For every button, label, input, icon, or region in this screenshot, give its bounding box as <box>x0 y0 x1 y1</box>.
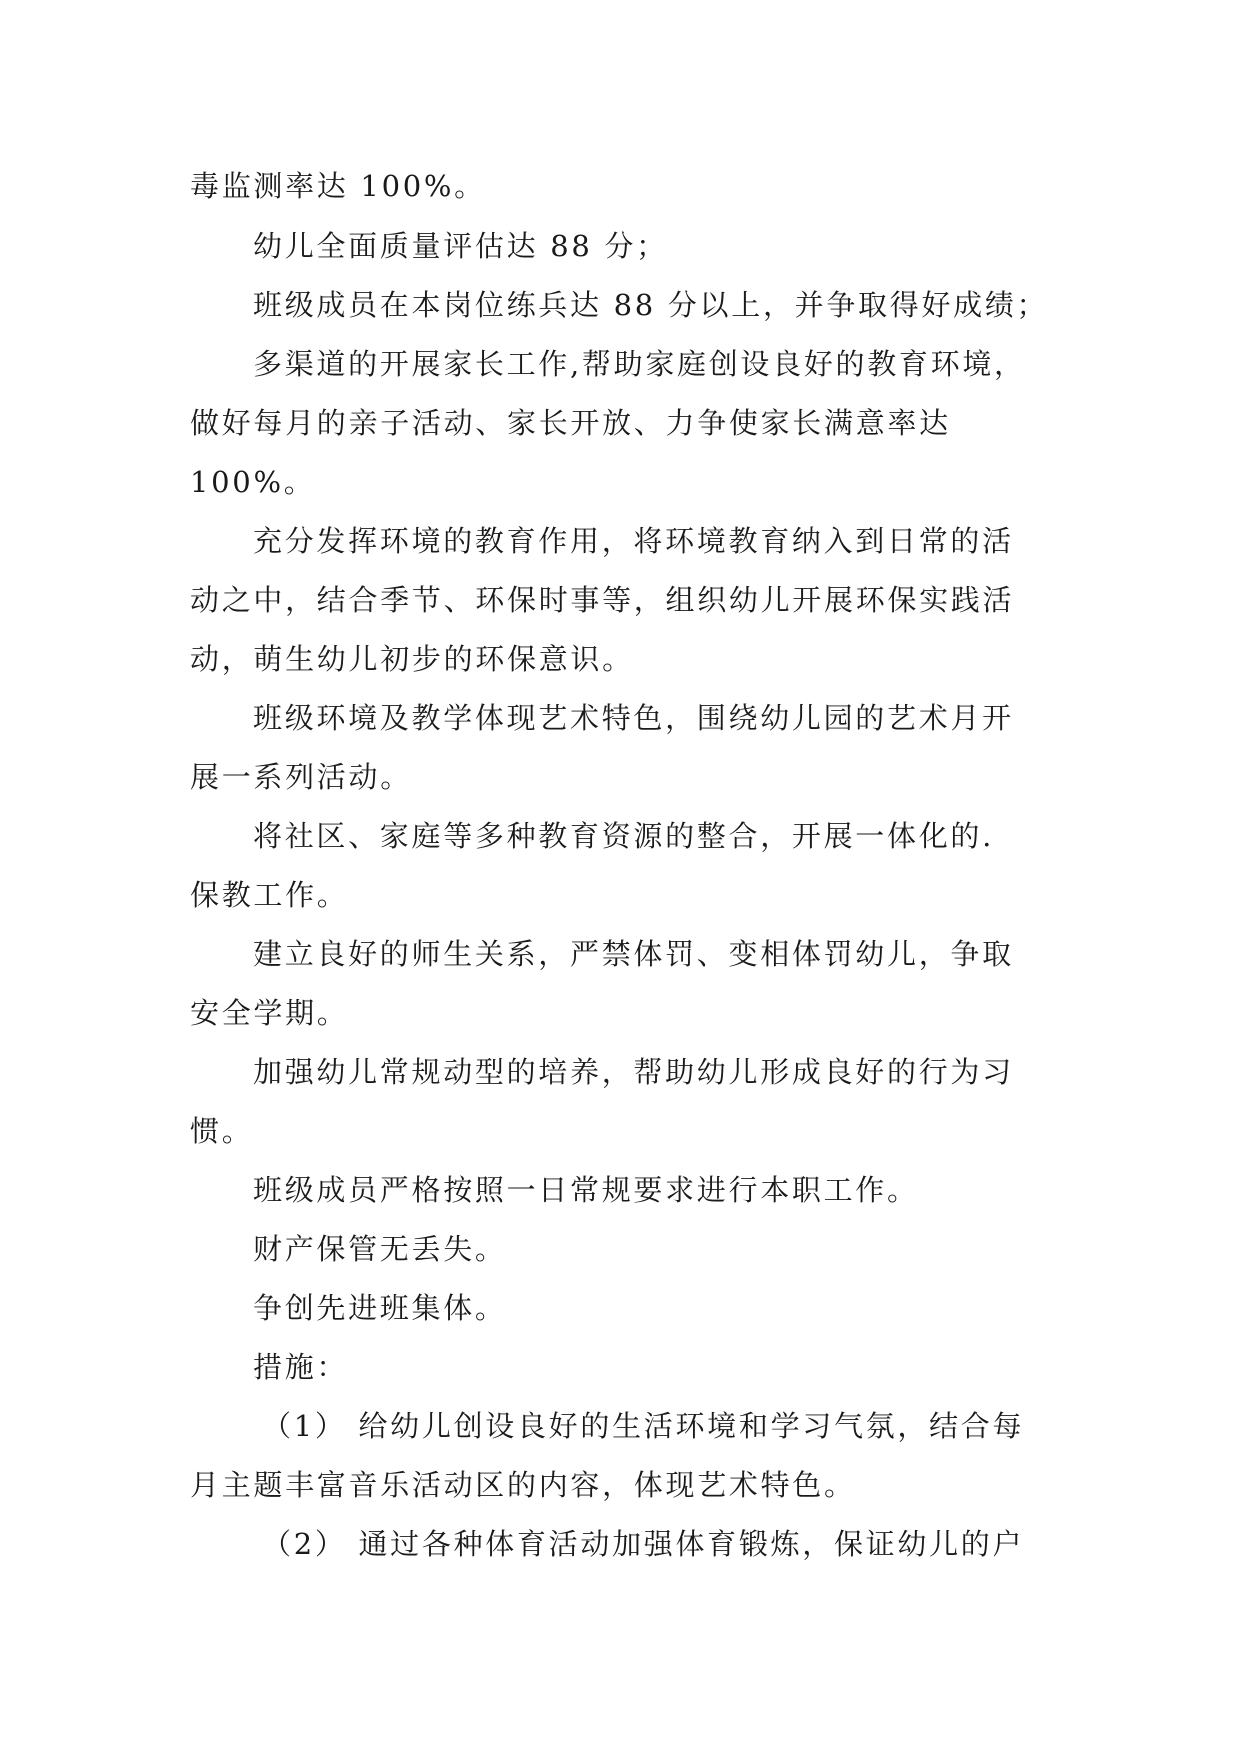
body-line: 安全学期。 <box>190 996 349 1030</box>
body-line: 财产保管无丢失。 <box>253 1232 507 1266</box>
body-line: 动之中，结合季节、环保时事等，组织幼儿开展环保实践活 <box>190 583 1015 617</box>
measure-item: （1） 给幼儿创设良好的生活环境和学习气氛，结合每 <box>262 1409 1025 1443</box>
measure-item: （2） 通过各种体育活动加强体育锻炼，保证幼儿的户 <box>262 1527 1025 1561</box>
body-line: 保教工作。 <box>190 878 349 912</box>
body-line: 惯。 <box>190 1114 254 1148</box>
body-line: 幼儿全面质量评估达 88 分； <box>253 229 668 263</box>
body-line: 毒监测率达 100%。 <box>190 169 486 203</box>
body-line: 充分发挥环境的教育作用，将环境教育纳入到日常的活 <box>253 524 1014 558</box>
body-line: 100%。 <box>190 465 316 499</box>
section-heading: 措施： <box>253 1350 349 1384</box>
body-line: 做好每月的亲子活动、家长开放、力争使家长满意率达 <box>190 406 951 440</box>
body-line: 争创先进班集体。 <box>253 1291 507 1325</box>
body-line: 加强幼儿常规动型的培养，帮助幼儿形成良好的行为习 <box>253 1055 1014 1089</box>
body-line: 班级成员严格按照一日常规要求进行本职工作。 <box>253 1173 919 1207</box>
body-line: 展一系列活动。 <box>190 760 412 794</box>
body-line: 动，萌生幼儿初步的环保意识。 <box>190 642 634 676</box>
body-line: 将社区、家庭等多种教育资源的整合，开展一体化的. <box>253 819 995 853</box>
body-line: 建立良好的师生关系，严禁体罚、变相体罚幼儿，争取 <box>253 937 1014 971</box>
body-line: 班级成员在本岗位练兵达 88 分以上，并争取得好成绩； <box>253 288 1049 322</box>
body-line: 班级环境及教学体现艺术特色，围绕幼儿园的艺术月开 <box>253 701 1014 735</box>
body-line: 多渠道的开展家长工作,帮助家庭创设良好的教育环境， <box>253 347 1026 381</box>
body-line: 月主题丰富音乐活动区的内容，体现艺术特色。 <box>190 1468 856 1502</box>
